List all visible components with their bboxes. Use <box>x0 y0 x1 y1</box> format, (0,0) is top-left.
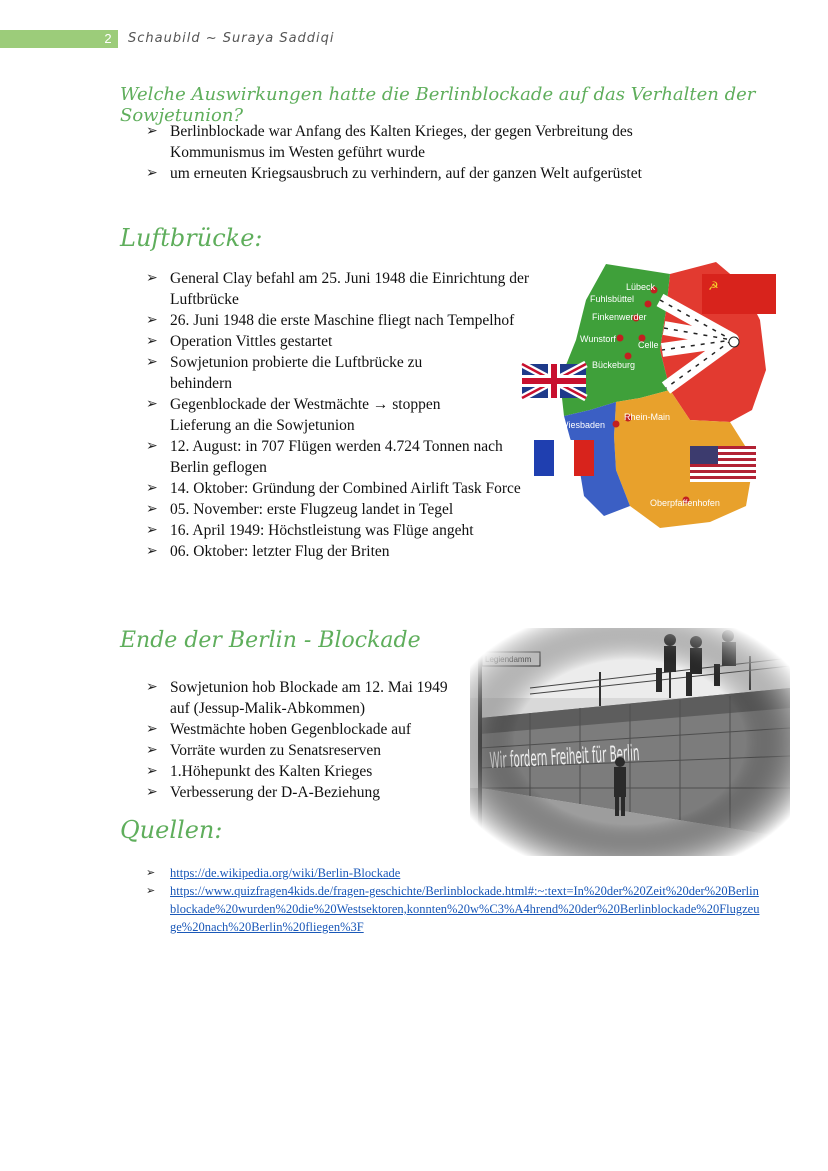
header-title: Schaubild ~ Suraya Saddiqi <box>128 31 335 46</box>
map-label-bueckeburg: Bückeburg <box>592 360 636 370</box>
list-item: ➢ Gegenblockade der Westmächte → stoppen Lieferung an die Sowjetunion <box>146 396 441 434</box>
list-item: ➢ 1.Höhepunkt des Kalten Krieges <box>146 763 373 780</box>
list-item: ➢ 16. April 1949: Höchstleistung was Flüge angeht <box>146 522 474 539</box>
arrow-bullet-icon: ➢ <box>146 722 158 737</box>
page-number: 2 <box>104 31 112 46</box>
usa-flag-icon <box>690 446 756 482</box>
luftbruecke-heading: Luftbrücke: <box>120 224 263 252</box>
arrow-bullet-icon: ➢ <box>146 523 158 538</box>
list-item: ➢ Verbesserung der D-A-Beziehung <box>146 784 381 801</box>
list-item: ➢ 12. August: in 707 Flügen werden 4.724 Tonnen nach Berlin geflogen <box>146 438 503 476</box>
soviet-flag-icon <box>702 274 776 314</box>
map-label-wiesbaden: Wiesbaden <box>560 420 606 430</box>
uk-flag-icon <box>522 364 586 398</box>
list-item <box>144 864 764 882</box>
arrow-bullet-icon: ➢ <box>146 124 158 139</box>
arrow-bullet-icon: ➢ <box>146 271 158 286</box>
arrow-bullet-icon: ➢ <box>146 397 158 412</box>
list-item: ➢ 14. Oktober: Gründung der Combined Airlift Task Force <box>146 480 521 497</box>
sources-list <box>144 864 764 936</box>
arrow-bullet-icon: ➢ <box>146 481 158 496</box>
map-label-rhein-main: Rhein-Main <box>624 412 671 422</box>
arrow-bullet-icon: ➢ <box>146 502 158 517</box>
list-item: ➢ um erneuten Kriegsausbruch zu verhindern, auf der ganzen Welt aufgerüstet <box>146 165 642 182</box>
arrow-bullet-icon: ➢ <box>146 313 158 328</box>
airlift-map <box>520 260 782 534</box>
arrow-bullet-icon: ➢ <box>146 439 158 454</box>
list-item <box>144 882 764 936</box>
map-label-oberpfaffenhofen: Oberpfaffenhofen <box>650 498 720 508</box>
ende-heading: Ende der Berlin - Blockade <box>120 628 421 653</box>
map-label-celle: Celle <box>638 340 659 350</box>
question-heading: Welche Auswirkungen hatte die Berlinblockade auf das Verhalten der Sowjetunion? <box>120 84 756 126</box>
map-label-finkenwerder: Finkenwerder <box>592 312 647 322</box>
list-item: ➢ Westmächte hoben Gegenblockade auf <box>146 721 412 738</box>
map-label-luebeck: Lübeck <box>626 282 656 292</box>
berlin-wall-photo <box>470 628 790 856</box>
list-item: ➢ Sowjetunion hob Blockade am 12. Mai 1949 auf (Jessup-Malik-Abkommen) <box>146 679 448 717</box>
arrow-bullet-icon: ➢ <box>146 743 158 758</box>
list-item: ➢ 05. November: erste Flugzeug landet in Tegel <box>146 501 454 518</box>
list-item: ➢ Operation Vittles gestartet <box>146 333 333 350</box>
map-label-wunstorf: Wunstorf <box>580 334 616 344</box>
arrow-bullet-icon: ➢ <box>146 680 158 695</box>
luftbruecke-list <box>144 268 564 562</box>
question-list <box>144 121 704 184</box>
arrow-bullet-icon: ➢ <box>146 544 158 559</box>
arrow-bullet-icon: ➢ <box>146 166 158 181</box>
list-item: ➢ General Clay befahl am 25. Juni 1948 die Einrichtung der Luftbrücke <box>146 270 529 308</box>
arrow-bullet-icon: ➢ <box>146 334 158 349</box>
quellen-heading: Quellen: <box>120 816 223 844</box>
list-item: ➢ Vorräte wurden zu Senatsreserven <box>146 742 382 759</box>
list-item: ➢ Sowjetunion probierte die Luftbrücke zu behindern <box>146 354 423 392</box>
arrow-bullet-icon: ➢ <box>146 764 158 779</box>
list-item: ➢ Berlinblockade war Anfang des Kalten Krieges, der gegen Verbreitung des Kommunismus im Westen geführt wurde <box>146 123 633 161</box>
arrow-bullet-icon: ➢ <box>146 885 156 897</box>
source-link-wikipedia[interactable]: https://de.wikipedia.org/wiki/Berlin-Blockade <box>170 866 401 880</box>
list-item: ➢ 06. Oktober: letzter Flug der Briten <box>146 543 390 560</box>
arrow-bullet-icon: ➢ <box>146 785 158 800</box>
arrow-bullet-icon: ➢ <box>146 355 158 370</box>
list-item: ➢ 26. Juni 1948 die erste Maschine fliegt nach Tempelhof <box>146 312 515 329</box>
map-label-fuhlsbuettel: Fuhlsbüttel <box>590 294 635 304</box>
arrow-bullet-icon: ➢ <box>146 867 156 879</box>
source-link-quizfragen[interactable]: https://www.quizfragen4kids.de/fragen-geschichte/Berlinblockade.html#:~:text=In%20der%20Zeit%20der%20Berlinblockade%20wurden%20die%20Westsektoren,konnten%20w%C3%A4hrend%20der%20Berlinblockade%20Flugzeuge%20nach%20Berlin%20fliegen%3F <box>170 884 760 934</box>
ende-list <box>144 677 454 803</box>
berlin-marker-icon <box>729 337 739 347</box>
france-flag-icon <box>534 440 594 476</box>
svg-text:☭: ☭ <box>708 279 719 293</box>
